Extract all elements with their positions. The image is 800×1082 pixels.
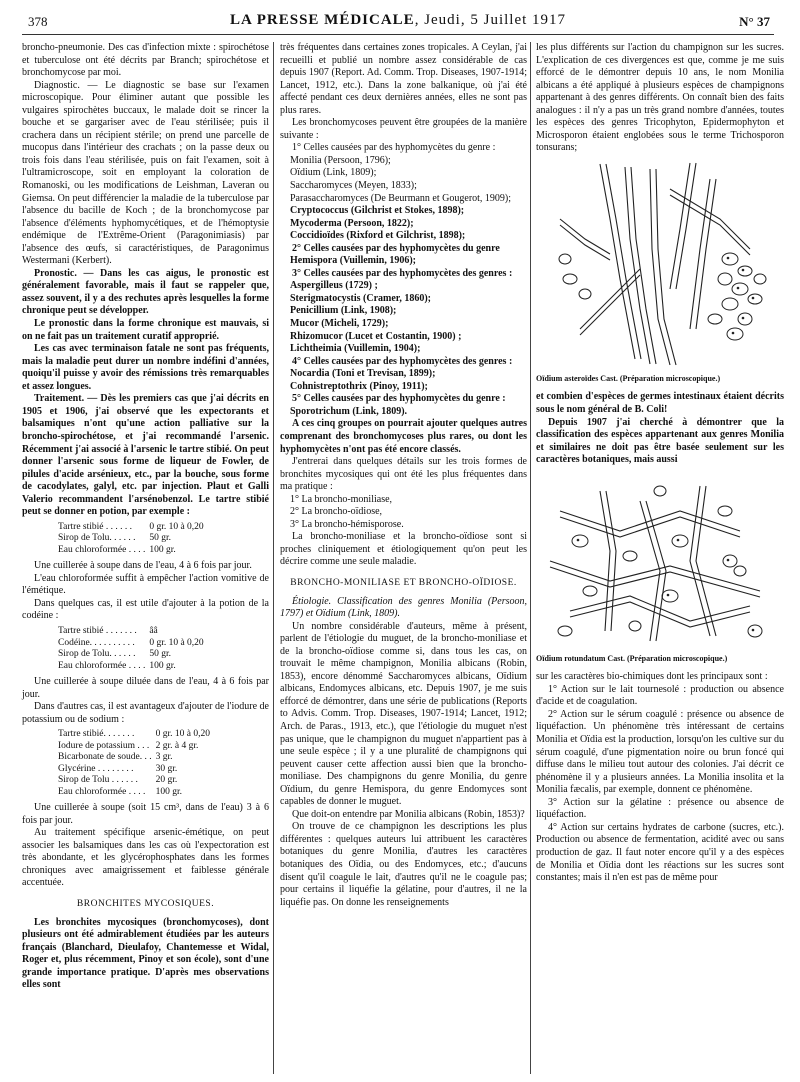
dose: 50 gr.	[149, 649, 171, 660]
prescription-row	[56, 649, 206, 661]
list-item: Mucor (Micheli, 1729);	[290, 318, 389, 330]
list-item: Cohnistreptothrix (Pinoy, 1911);	[290, 380, 428, 392]
paragraph: Les bronchites mycosiques (bronchomycoses), dont plusieurs ont été admirablement étudiées par les auteurs français (Blanchard, Dieulafoy, Chantemesse et Widal, Roger et, plus récemment, Pinoy et son école), sont d'une grande importance pratique. D'après mes observations elles sont	[22, 916, 269, 991]
prescription-table	[56, 626, 206, 672]
ingredient: Tartre stibié. . . . . . .	[58, 729, 135, 740]
ingredient: Bicarbonate de soude. . .	[58, 752, 152, 763]
page-number: 378	[28, 14, 48, 29]
list-item: 1° La broncho-moniliase,	[290, 493, 393, 505]
ingredient: Iodure de potassium . . .	[58, 740, 150, 751]
section-heading: BRONCHO-MONILIASE ET BRONCHO-OÏDIOSE.	[290, 577, 517, 588]
figure-oidium-rotundatum	[536, 471, 784, 666]
paragraph: Dans quelques cas, il est utile d'ajouter à la potion de la codéine :	[22, 597, 269, 622]
ingredient: Codéine. . . . . . . . . .	[58, 637, 135, 648]
list-item: Sporotrichum (Link, 1809).	[290, 405, 408, 417]
prescription-row	[56, 729, 212, 741]
paragraph: Les cas avec terminaison fatale ne sont pas fréquents, mais la maladie peut durer un nombre indéfini d'années, quoiqu'il puisse y avoir des rémissions très remarquables et assez longues.	[22, 343, 269, 392]
paragraph: 1° Action sur le lait tournesolé : production ou absence d'acide et de coagulation.	[536, 683, 784, 708]
issue-number: N° 37	[739, 14, 770, 29]
issue-date: , Jeudi, 5 Juillet 1917	[414, 12, 567, 28]
ingredient: Eau chloroformée . . . .	[58, 544, 146, 555]
prescription-row	[56, 741, 212, 753]
prescription-table	[56, 522, 206, 557]
paragraph: très fréquentes dans certaines zones tropicales. A Ceylan, j'ai recueilli et publié un nombre assez considérable de cas depuis 1907 (Report. Ad. Comm. Trop. Diseases, 1907-1914; Lancet, 1912, etc.). Dans la zone balkanique, où j'ai été affecté pendant ces deux dernières années, elles ne sont pas plus rares.	[280, 42, 527, 116]
list-item: Aspergilleus (1729) ;	[290, 280, 378, 292]
prescription-row	[56, 638, 206, 650]
page-header	[22, 8, 774, 35]
list-item: Penicillium (Link, 1908);	[290, 305, 397, 317]
list-item: Mycoderma (Persoon, 1822);	[290, 217, 414, 229]
ingredient: Eau chloroformée . . . .	[58, 786, 146, 797]
list-item: Lichtheimia (Vuillemin, 1904);	[290, 343, 421, 355]
column-divider	[273, 42, 274, 1074]
list-item: Monilia (Persoon, 1796);	[290, 154, 391, 166]
prescription-row	[56, 752, 212, 764]
ingredient: Tartre stibié . . . . . .	[58, 521, 132, 532]
dose: 0 gr. 10 à 0,20	[155, 729, 211, 740]
prescription-row	[56, 626, 206, 638]
paragraph: sur les caractères bio-chimiques dont les principaux sont :	[536, 671, 768, 683]
journal-name: LA PRESSE MÉDICALE	[229, 12, 415, 28]
paragraph: Un nombre considérable d'auteurs, même à présent, parlent de l'étiologie du muguet, de la broncho-moniliase et de la broncho-oïdiose comme si, dans tous les cas, on trouvait le même champignon, Monilia albicans (Robin, 1853), encore dénommé Saccharomyces albicans, Oïdium albicans, Endomyces albicans, etc. Depuis 1907, je me suis efforcé de démontrer, dans une série de publications (Reports to Advis. Comm. Trop. Diseases, 1907-1914; Lancet, 1912; Arch. de Paras., 1913, etc.), que l'étiologie du muguet n'est pas unique, que le champignon du muguet n'appartient pas à une seule espèce ; il y a une pluralité de champignons qui peuvent causer cette affection aussi bien que la broncho-moniliase. Des champignons du genre Monilia, du genre Oïdium, du genre Hemispora, du genre Endomyces sont capables de donner le muguet.	[280, 620, 527, 808]
list-item: Nocardia (Toni et Trevisan, 1899);	[290, 368, 436, 380]
ingredient: Sirop de Tolu. . . . . .	[58, 533, 136, 544]
dose: 30 gr.	[155, 763, 178, 774]
prescription-row	[56, 764, 212, 776]
dose: 0 gr. 10 à 0,20	[149, 637, 204, 648]
list-item: Oïdium (Link, 1809);	[290, 167, 377, 179]
paragraph: Étiologie. Classification des genres Monilia (Persoon, 1797) et Oïdium (Link, 1809).	[280, 595, 527, 620]
list-item: Sterigmatocystis (Cramer, 1860);	[290, 292, 431, 304]
list-item: Parasaccharomyces (De Beurmann et Gougerot, 1909);	[290, 192, 512, 204]
paragraph: 4° Action sur certains hydrates de carbone (sucres, etc.). Production ou absence de fermentation, acidité avec ou sans production de gaz. Il faut noter encore qu'il y a des espèces de Monilia et Oïdia dont les réactions sur les sucres sont constantes; mais il n'en est pas de même pour	[536, 821, 784, 884]
column-divider	[530, 42, 531, 1074]
paragraph: 4° Celles causées par des hyphomycètes des genres :	[292, 355, 513, 367]
column-3	[536, 42, 784, 885]
paragraph: La broncho-moniliase et la broncho-oïdiose sont si proches cliniquement et étiologiquement qu'on peut les décrire comme une seule maladie.	[280, 531, 527, 568]
journal-title	[22, 12, 774, 29]
prescription-row	[56, 522, 206, 534]
dose: 100 gr.	[155, 786, 183, 797]
prescription-row	[56, 661, 206, 673]
paragraph: Une cuillerée à soupe dans de l'eau, 4 à 6 fois par jour.	[34, 560, 252, 572]
list-item: Hemispora (Vuillemin, 1906);	[290, 255, 417, 267]
figure-oidium-asteroides	[536, 159, 784, 386]
paragraph: A ces cinq groupes on pourrait ajouter quelques autres comprenant des bronchomycoses plus rares, ou dont les hyphomycètes n'ont pas été encore classés.	[280, 418, 527, 455]
figure-caption: Oïdium asteroïdes Cast. (Préparation microscopique.)	[536, 373, 721, 383]
list-item: 2° La broncho-oïdiose,	[290, 506, 383, 518]
list-item: Cryptococcus (Gilchrist et Stokes, 1898);	[290, 205, 465, 217]
paragraph: Dans d'autres cas, il est avantageux d'ajouter de l'iodure de potassium ou de sodium :	[22, 701, 269, 725]
paragraph: Le pronostic dans la forme chronique est mauvais, si on ne fait pas un traitement curatif approprié.	[22, 318, 269, 342]
dose: 100 gr.	[149, 660, 176, 671]
paragraph: Une cuillerée à soupe (soit 15 cm³, dans de l'eau) 3 à 6 fois par jour.	[22, 802, 269, 826]
dose: 2 gr. à 4 gr.	[155, 740, 199, 751]
dose: ââ	[149, 626, 158, 637]
paragraph: broncho-pneumonie. Des cas d'infection mixte : spirochétose et tuberculose ont été décrits par Branch; spirochétose et bronchomycose par moi.	[22, 42, 269, 79]
paragraph: Diagnostic. — Le diagnostic se base sur l'examen microscopique. Pour éliminer autant que possible les vulgaires spirochètes buccaux, le malade doit se rincer la bouche et se gargariser avec de l'eau stérilisée; puis il crachera dans un récipient stérile; on prend une parcelle de mucopus dans l'intérieur des crachats ; on la passe deux ou trois fois dans l'eau stérilisée, puis on fait l'examen, soit à l'ultramicroscope, soit en employant la coloration de Romanoski, ou les modifications de Leishman, Laveran ou Giemsa. On peut différencier la maladie de la tuberculose par l'absence du bacille de Koch ; de la bronchomycose par l'absence d'éléments hyphomycétiques, et de l'hémoptysie endémique de l'Extrême-Orient (Paragonimiasis) par l'absence des œufs, si caractéristiques, de Paragonimus Westermani (Kerbert).	[22, 79, 269, 267]
paragraph: Depuis 1907 j'ai cherché à démontrer que la classification des espèces appartenant aux genres Monilia et similaires ne doit pas être basée seulement sur les caractères botaniques, mais aussi	[536, 416, 784, 466]
paragraph: 3° Action sur la gélatine : présence ou absence de liquéfaction.	[536, 796, 784, 821]
dose: 3 gr.	[155, 752, 173, 763]
list-item: Saccharomyces (Meyen, 1833);	[290, 180, 417, 192]
list-item: 3° La broncho-hémisporose.	[290, 518, 404, 530]
micrograph-illustration	[540, 471, 780, 651]
prescription-table	[56, 729, 212, 798]
micrograph-illustration	[540, 159, 780, 371]
ingredient: Sirop de Tolu. . . . . .	[58, 649, 136, 660]
list-item: Coccidioïdes (Rixford et Gilchrist, 1898);	[290, 230, 466, 242]
column-1	[22, 42, 269, 992]
ingredient: Sirop de Tolu . . . . . .	[58, 775, 138, 786]
paragraph: On trouve de ce champignon les descriptions les plus différentes : quelques auteurs lui attribuent les caractères botaniques du genre Monilia, d'autres les caractères botaniques des Oïdia, ou des Endomyces, etc.; d'aucuns disent qu'il coagule le lait, d'autres qu'il ne le coagule pas; pour certains il liquéfie la gélatine, pour d'autres, il ne la liquéfie pas. On donne les renseignements	[280, 821, 527, 908]
paragraph: 2° Celles causées par des hyphomycètes du genre	[292, 242, 500, 254]
section-heading: BRONCHITES MYCOSIQUES.	[76, 899, 215, 910]
dose: 0 gr. 10 à 0,20	[149, 521, 204, 532]
ingredient: Tartre stibié . . . . . . .	[58, 626, 137, 637]
dose: 50 gr.	[149, 533, 171, 544]
paragraph: 5° Celles causées par des hyphomycètes du genre :	[292, 393, 506, 405]
paragraph: les plus différents sur l'action du champignon sur les sucres. L'explication de ces divergences est que, comme je me suis efforcé de le démontrer depuis 10 ans, le nom Monilia albicans a été appliqué à plusieurs espèces de champignons appartenant à des genres différents. On connaît bien des faits analogues : il n'y a pas un très grand nombre d'années, toutes les espèces des genres Tricophyton, Epidermophyton et Microsporon étaient englobées sous le terme Trichosporon tonsurans;	[536, 42, 784, 154]
ingredient: Glycérine . . . . . . . .	[58, 763, 134, 774]
prescription-row	[56, 533, 206, 545]
paragraph: 2° Action sur le sérum coagulé : présence ou absence de liquéfaction. Un phénomène très intéressant de certains Monilia et Oïdia est la production, lorsqu'on les cultive sur du sérum coagulé, d'une pigmentation noire ou brun foncé qui diffuse dans le milieu tout autour des colonies. J'ai décrit ce phénomène il y a plusieurs années. La Monilia insolita et la Monilia fæcalis, par exemple, donnent ce phénomène.	[536, 708, 784, 796]
dose: 20 gr.	[155, 775, 178, 786]
paragraph: J'entrerai dans quelques détails sur les trois formes de bronchites mycosiques qui ont été les plus fréquentes dans ma pratique :	[280, 456, 527, 493]
paragraph: 1° Celles causées par des hyphomycètes du genre :	[292, 142, 496, 154]
prescription-row	[56, 787, 212, 799]
paragraph: Les bronchomycoses peuvent être groupées de la manière suivante :	[280, 117, 527, 141]
prescription-row	[56, 775, 212, 787]
paragraph: et combien d'espèces de germes intestinaux étaient décrits sous le nom général de B. Coli!	[536, 391, 784, 416]
list-item: Rhizomucor (Lucet et Costantin, 1900) ;	[290, 330, 462, 342]
paragraph: Traitement. — Dès les premiers cas que j'ai décrits en 1905 et 1906, j'ai observé que les expectorants et balsamiques n'ont qu'une action palliative sur la broncho-spirochétose, et j'ai recommandé l'arsenic. Récemment j'ai associé à l'arsenic le tartre stibié. On peut donner l'arsenic sous forme de liqueur de Fowler, de pilules d'acide arsénieux, etc., par la bouche, sous forme de cacodylates, galyl, etc. par injection. Plaut et Galli Valerio recommandent l'arsénobenzol. Le tartre stibié peut se donner en potion, par exemple :	[22, 393, 269, 518]
prescription-row	[56, 545, 206, 557]
paragraph: Pronostic. — Dans les cas aigus, le pronostic est généralement favorable, mais il faut se rappeler que, assez souvent, il y a des rechutes après lesquelles la forme chronique peut se développer.	[22, 267, 269, 317]
figure-caption: Oïdium rotundatum Cast. (Préparation microscopique.)	[536, 653, 728, 663]
paragraph: L'eau chloroformée suffit à empêcher l'action vomitive de l'émétique.	[22, 572, 269, 597]
paragraph: Une cuillerée à soupe diluée dans de l'eau, 4 à 6 fois par jour.	[22, 676, 269, 700]
paragraph: Au traitement spécifique arsenic-émétique, on peut associer les balsamiques dans les cas où l'expectoration est très abondante, et les glycérophosphates dans les formes chroniques avec amaigrissement et faiblesse générale accentuée.	[22, 827, 269, 889]
paragraph: 3° Celles causées par des hyphomycètes des genres :	[292, 267, 513, 279]
paragraph: Que doit-on entendre par Monilia albicans (Robin, 1853)?	[292, 808, 525, 820]
ingredient: Eau chloroformée . . . .	[58, 660, 146, 671]
column-2	[280, 42, 527, 909]
dose: 100 gr.	[149, 544, 176, 555]
